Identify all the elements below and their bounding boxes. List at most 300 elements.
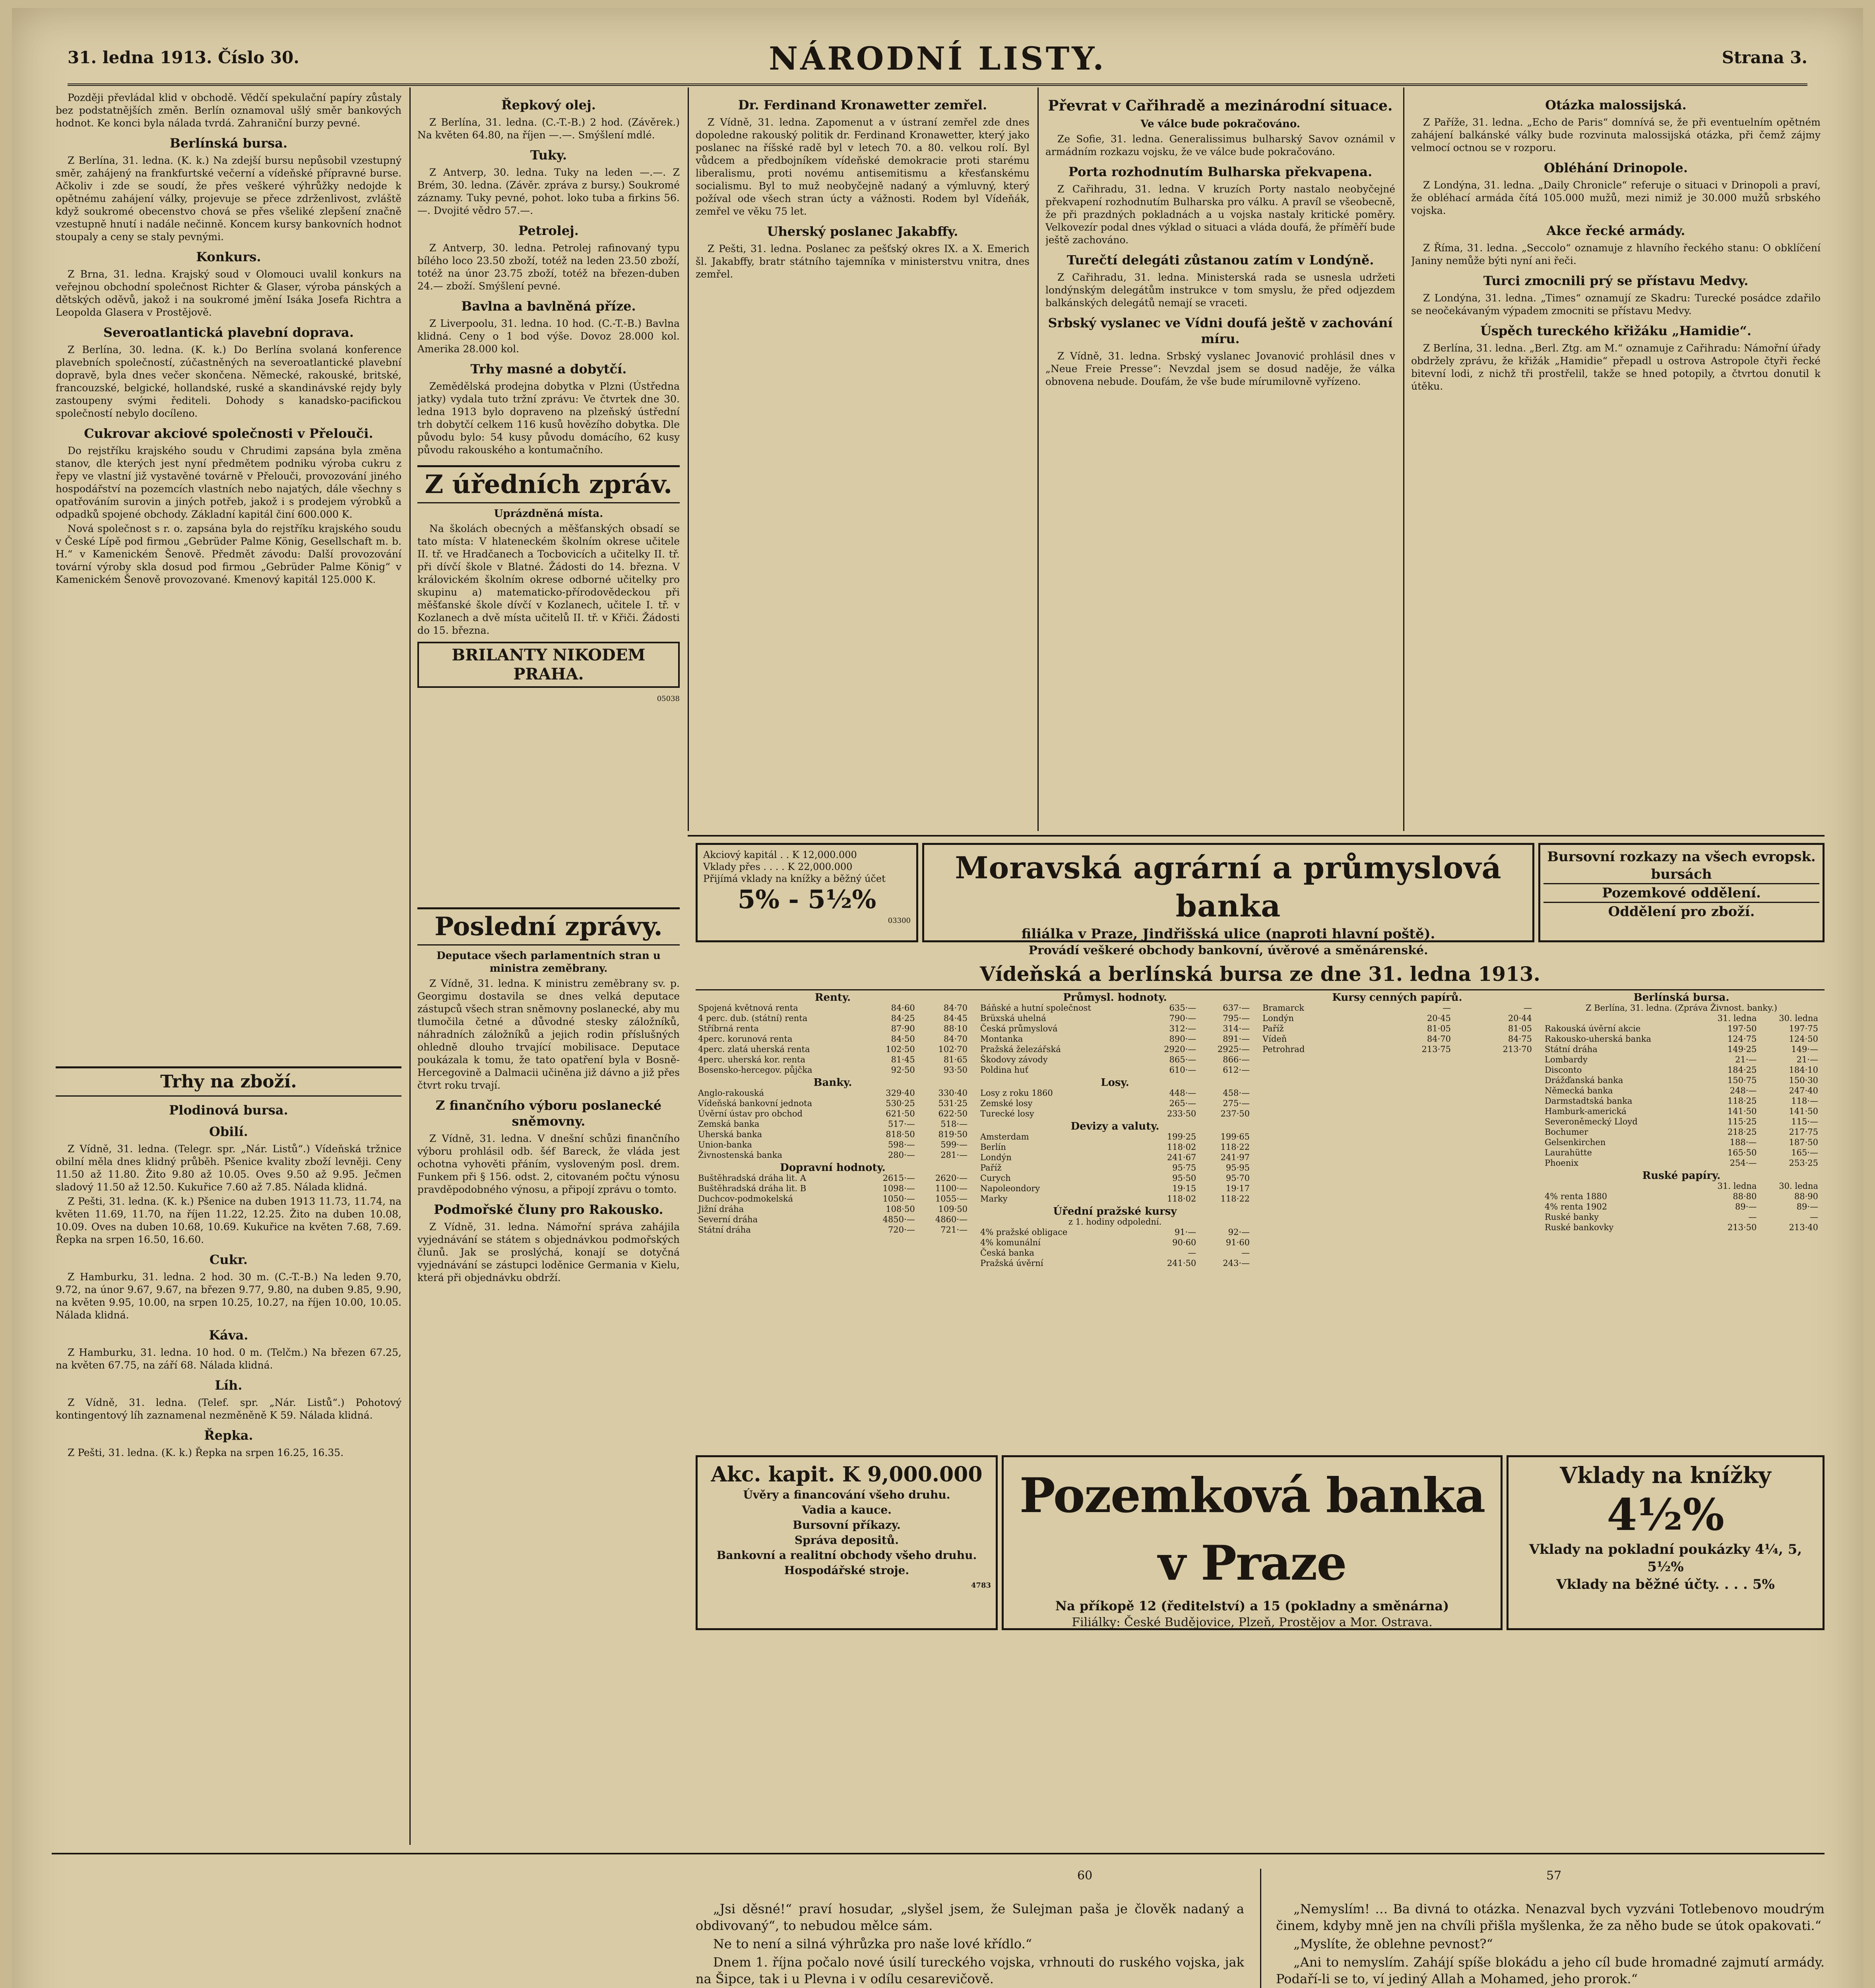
row-label: Paříž bbox=[1262, 1024, 1284, 1033]
table-row bbox=[978, 1013, 1252, 1023]
novel-paragraph: „Nemyslím! … Ba divná to otázka. Nenazval bych vyzváni Totlebenovo moudrým činem, kdyby mně jen na chvíli přišla myšlenka, že za něho bude se útok opakovati.“ bbox=[1276, 1901, 1825, 1933]
row-value: 243·— bbox=[1223, 1258, 1250, 1268]
porta-text: Z Cařihradu, 31. ledna. V kruzích Porty nastalo neobyčejné překvapení rozhodnutím Bulharska pro válku. A pravíl se všeobecně, že při prazdných pokladnách a u vojska nastaly kritické poměry. Velkovezír podal dnes výklad o situaci a vláda doufá, že příměří bude ještě zachováno. bbox=[1045, 183, 1395, 246]
petrolej-heading: Petrolej. bbox=[518, 223, 579, 238]
row-value: 458·— bbox=[1223, 1088, 1250, 1098]
table-row bbox=[696, 1173, 970, 1183]
row-value: 213·50 bbox=[1727, 1223, 1757, 1232]
row-value: 84·25 bbox=[891, 1013, 915, 1023]
row-value: 599·— bbox=[940, 1140, 968, 1149]
row-label: Česká banka bbox=[980, 1248, 1034, 1258]
row-label: 4perc. uherská kor. renta bbox=[698, 1055, 805, 1064]
table-row bbox=[978, 1183, 1252, 1194]
row-label: Státní dráha bbox=[698, 1225, 751, 1235]
pozemkova-line-5: Bankovní a realitní obchody všeho druhu. Hospodářské stroje. bbox=[716, 1549, 977, 1577]
row-value: 95·75 bbox=[1172, 1163, 1196, 1173]
latest-news-heading: Poslední zprávy. bbox=[417, 907, 680, 945]
exchange-col-4 bbox=[1542, 990, 1821, 1233]
table-row bbox=[978, 1088, 1252, 1098]
row-value: — bbox=[1748, 1212, 1757, 1222]
renty-table bbox=[696, 990, 970, 1235]
table-row bbox=[696, 1183, 970, 1194]
latest-news-subheading: Deputace všech parlamentních stran u ministra zeměbrany. bbox=[436, 950, 661, 975]
row-label: Jižní dráha bbox=[698, 1204, 744, 1214]
cukrovar-heading: Cukrovar akciové společnosti v Přelouči. bbox=[84, 426, 373, 441]
row-value: 1098·— bbox=[882, 1184, 915, 1193]
konkurs-text: Z Brna, 31. ledna. Krajský soud v Olomouci uvalil konkurs na veřejnou obchodní společnost Richter & Glaser, výroba pánských a dětských oděvů, jakož i na soukromé jmění Isáka Josefa Richtra a Leopolda Glasera v Prostějově. bbox=[56, 268, 401, 318]
novel-rule bbox=[1260, 1869, 1261, 1988]
row-value: 102·50 bbox=[886, 1044, 915, 1054]
tuky-heading: Tuky. bbox=[530, 148, 567, 163]
pozemkova-bank-name: Pozemková banka v Praze bbox=[1019, 1468, 1485, 1591]
table-row bbox=[978, 1098, 1252, 1109]
brilanty-ad bbox=[417, 642, 680, 688]
nova-spolecnost-text: Nová společnost s r. o. zapsána byla do rejstříku krajského soudu v České Lípě pod firmou „Gebrüder Palme König, Gesellschaft m. b. H.“ v Kamenickém Šenově. Předmět závodu: Další provozování tovární výroby skla dosud pod firmou „Gebrüder Palme König“ v Kamenickém Šenově provozované. Kmenový kapitál 125.000 K. bbox=[56, 523, 401, 585]
row-value: — bbox=[1443, 1003, 1451, 1013]
row-value: 254·— bbox=[1730, 1158, 1757, 1168]
row-label: Zemská banka bbox=[698, 1119, 760, 1129]
row-label: Berlín bbox=[980, 1142, 1006, 1152]
row-value: 795·— bbox=[1223, 1013, 1250, 1023]
novel-page-right-number: 57 bbox=[1546, 1869, 1562, 1883]
table-row bbox=[1542, 1212, 1821, 1222]
table-row bbox=[1542, 1096, 1821, 1106]
novel-paragraph: „Ani to nemyslím. Zahájí spíše blokádu a jeho cíl bude hromadné zajmutí armády. Podaří-li se to, ví jediný Allah a Mohamed, jeho prorok.“ bbox=[1276, 1955, 1825, 1986]
row-value: 213·70 bbox=[1503, 1044, 1532, 1054]
row-value: 93·50 bbox=[943, 1065, 968, 1075]
row-value: 721·— bbox=[940, 1225, 968, 1235]
exchange-col-1 bbox=[696, 990, 970, 1235]
row-value: 241·67 bbox=[1167, 1153, 1196, 1162]
row-value: 865·— bbox=[1169, 1055, 1196, 1064]
newspaper-title: NÁRODNÍ LISTY. bbox=[769, 40, 1106, 77]
brilanty-ad-text: BRILANTY NIKODEM PRAHA. bbox=[452, 646, 646, 683]
intro-paragraph: Později převládal klid v obchodě. Vědčí spekulační papíry zůstaly bez podstatnějších změn. Berlín oznamoval ušlý směr bankových hodnot. Ke konci byla nálada tvrdá. Zahraniční burzy pevné. bbox=[56, 92, 401, 129]
bursovni-line-3: Oddělení pro zboží. bbox=[1543, 902, 1819, 920]
column-latest-news bbox=[417, 899, 680, 1845]
konkurs-heading: Konkurs. bbox=[196, 249, 261, 264]
recka-armada-heading: Akce řecké armády. bbox=[1546, 223, 1685, 238]
jakabffy-text: Z Pešti, 31. ledna. Poslanec za pešťský okres IX. a X. Emerich šl. Jakabffy, bratr státního tajemníka v ministerstvu vnitra, dnes zemřel. bbox=[696, 243, 1030, 280]
pozemkova-line-4: Správa depositů. bbox=[795, 1534, 899, 1547]
row-label: Uherská banka bbox=[698, 1130, 762, 1139]
column-rule bbox=[1403, 87, 1404, 831]
lih-heading: Líh. bbox=[215, 1378, 242, 1393]
lih-text: Z Vídně, 31. ledna. (Telef. spr. „Nár. Listů“.) Pohotový kontingentový líh zaznamenal nezměněně K 59. Nálada klidná. bbox=[56, 1397, 401, 1421]
table-row bbox=[978, 1163, 1252, 1173]
exchange-section bbox=[696, 950, 1825, 1435]
row-label: Ruské banky bbox=[1545, 1212, 1599, 1222]
ruske-header-row bbox=[1542, 1181, 1821, 1191]
table-row bbox=[696, 1140, 970, 1150]
prumysl-rows bbox=[978, 1003, 1252, 1075]
table-row bbox=[1542, 1191, 1821, 1202]
row-value: 81·05 bbox=[1508, 1024, 1532, 1033]
row-label: Bochumer bbox=[1545, 1127, 1588, 1137]
deposit-rate-ad bbox=[696, 843, 918, 942]
urad-kursy-subheading: z 1. hodiny odpolední. bbox=[1068, 1217, 1162, 1227]
row-label: Poldina huť bbox=[980, 1065, 1029, 1075]
ad-share-capital: Akciový kapitál . . K 12,000.000 bbox=[703, 849, 857, 860]
row-label: 4% renta 1902 bbox=[1545, 1202, 1607, 1211]
row-value: 531·25 bbox=[938, 1099, 968, 1108]
table-row bbox=[696, 1013, 970, 1023]
row-value: 108·50 bbox=[886, 1204, 915, 1214]
table-row bbox=[696, 1119, 970, 1129]
column-rule bbox=[1037, 87, 1039, 831]
row-label: Vídeňská bankovní jednota bbox=[698, 1099, 812, 1108]
row-label: Anglo-rakouská bbox=[698, 1088, 764, 1098]
table-row bbox=[978, 1109, 1252, 1119]
column-kronawetter bbox=[696, 91, 1030, 827]
row-label: Londýn bbox=[980, 1153, 1012, 1162]
table-row bbox=[978, 1054, 1252, 1065]
row-value: — bbox=[1810, 1212, 1818, 1222]
berlin-exchange-heading: Berlínská bursa. bbox=[1633, 992, 1730, 1004]
row-label: Severoněmecký Lloyd bbox=[1545, 1117, 1638, 1126]
turecti-delegati-heading: Turečtí delegáti zůstanou zatím v Londýně. bbox=[1066, 252, 1374, 268]
prevrat-heading: Převrat v Cařihradě a mezinárodní situace. bbox=[1048, 97, 1393, 114]
row-value: 91·— bbox=[1174, 1227, 1196, 1237]
berlin-exchange-subheading: Z Berlína, 31. ledna. (Zpráva Živnost. banky.) bbox=[1586, 1003, 1777, 1013]
section-rule bbox=[52, 1853, 1825, 1854]
row-value: 517·— bbox=[888, 1119, 915, 1129]
official-news-text: Na školách obecných a měšťanských obsadí se tato místa: V hlateneckém školním okrese učitele II. tř. ve Hradčanech a Tocbovicích a učitelky II. tř. při dívčí škole v Blatné. Žádosti do 14. března. V královickém školním okrese odborné učitelky pro skupinu a) matematicko-přírodovědeckou při měšťanské škole dívčí v Kozlanech, učitele I. tř. v Kozlanech a dvě místa učitelů II. tř. v Křiči. Žádosti do 15. března. bbox=[417, 523, 680, 636]
row-value: 312·— bbox=[1169, 1024, 1196, 1033]
row-value: 218·25 bbox=[1727, 1127, 1757, 1137]
bursovni-line-2: Pozemkové oddělení. bbox=[1543, 883, 1819, 902]
pozemkova-line-3: Bursovní příkazy. bbox=[793, 1518, 901, 1532]
row-label: Báňské a hutní společnost bbox=[980, 1003, 1091, 1013]
row-value: 102·70 bbox=[938, 1044, 968, 1054]
row-label: Živnostenská banka bbox=[698, 1150, 782, 1160]
row-value: 149·— bbox=[1791, 1044, 1818, 1054]
row-label: Turecké losy bbox=[980, 1109, 1034, 1118]
row-value: 2620·— bbox=[935, 1173, 968, 1183]
pozemkova-capital: Akc. kapit. K 9,000.000 bbox=[711, 1462, 983, 1487]
table-row bbox=[696, 1088, 970, 1098]
row-value: 247·40 bbox=[1789, 1086, 1818, 1095]
table-row bbox=[1542, 1202, 1821, 1212]
row-label: Disconto bbox=[1545, 1065, 1582, 1075]
row-value: 213·75 bbox=[1421, 1044, 1451, 1054]
novel-paragraph: Ne to není a silná výhrůzka pro naše lové křídlo.“ bbox=[713, 1936, 1032, 1951]
row-value: 1050·— bbox=[882, 1194, 915, 1204]
table-row bbox=[978, 1023, 1252, 1034]
ruske-rows bbox=[1542, 1191, 1821, 1233]
kronawetter-heading: Dr. Ferdinand Kronawetter zemřel. bbox=[738, 97, 987, 113]
row-label: Petrohrad bbox=[1262, 1044, 1305, 1054]
moravska-bank-services: Provádí veškeré obchody bankovní, úvěrové a směnárenské. bbox=[1028, 944, 1428, 957]
novel-paragraph: „Jsi děsné!“ praví hosudar, „slyšel jsem, že Sulejman paša je člověk nadaný a obdivovaný“, to nebudou mělce sám. bbox=[696, 1901, 1244, 1933]
row-value: 84·50 bbox=[891, 1034, 915, 1044]
moravska-bank-address: filiálka v Praze, Jindřišská ulice (naproti hlavní poště). bbox=[1021, 926, 1435, 942]
row-label: Buštěhradská dráha lit. B bbox=[698, 1184, 807, 1193]
row-label: Bramarck bbox=[1262, 1003, 1304, 1013]
table-row bbox=[1260, 1013, 1534, 1023]
ad-interest-rate: 5% - 5½% bbox=[737, 885, 876, 914]
row-label: Union-banka bbox=[698, 1140, 752, 1149]
column-markets bbox=[56, 1058, 401, 1845]
row-label: Ruské bankovky bbox=[1545, 1223, 1614, 1232]
row-label: Marky bbox=[980, 1194, 1008, 1204]
row-value: 819·50 bbox=[938, 1130, 968, 1139]
table-row bbox=[696, 1023, 970, 1034]
exchange-col-2 bbox=[978, 990, 1252, 1268]
table-row bbox=[978, 1194, 1252, 1204]
row-value: 95·50 bbox=[1172, 1173, 1196, 1183]
row-label: Bosensko-hercegov. půjčka bbox=[698, 1065, 812, 1075]
table-row bbox=[696, 1044, 970, 1054]
row-value: 91·60 bbox=[1225, 1238, 1250, 1247]
row-label: Duchcov-podmokelská bbox=[698, 1194, 793, 1204]
row-value: 2920·— bbox=[1164, 1044, 1196, 1054]
row-label: Státní dráha bbox=[1545, 1044, 1598, 1054]
bavlna-text: Z Liverpoolu, 31. ledna. 10 hod. (C.-T.-B.) Bavlna klidná. Ceny o 1 bod výše. Dovoz 28.000 kol. Amerika 28.000 kol. bbox=[417, 318, 680, 355]
page-number: Strana 3. bbox=[1722, 48, 1807, 67]
cukr-text: Z Hamburku, 31. ledna. 2 hod. 30 m. (C.-T.-B.) Na leden 9.70, 9.72, na únor 9.67, 9.67, na březen 9.77, 9.80, na duben 9.85, 9.90, na květen 9.95, 10.00, na srpen 10.25, 10.27, na říjen 10.00, 10.05. Nálada klidná. bbox=[56, 1271, 401, 1321]
pozemkova-ad-number: 4783 bbox=[971, 1581, 991, 1590]
row-value: 118·22 bbox=[1220, 1194, 1250, 1204]
row-label: Spojená květnová renta bbox=[698, 1003, 798, 1013]
row-label: Pražská železářská bbox=[980, 1044, 1061, 1054]
table-row bbox=[1542, 1065, 1821, 1075]
berlin-header-row bbox=[1542, 1013, 1821, 1023]
table-row bbox=[1542, 1137, 1821, 1147]
row-value: 92·— bbox=[1228, 1227, 1250, 1237]
row-value: 118·22 bbox=[1220, 1142, 1250, 1152]
bursovni-line-1: Bursovní rozkazy na všech evropsk. bursách bbox=[1547, 849, 1816, 882]
row-label: Montanka bbox=[980, 1034, 1023, 1044]
repkovy-olej-text: Z Berlína, 31. ledna. (C.-T.-B.) 2 hod. (Závěrek.) Na květen 64.80, na říjen —.—. Smýšlení mdlé. bbox=[417, 116, 680, 141]
row-value: 637·— bbox=[1223, 1003, 1250, 1013]
table-row bbox=[1542, 1054, 1821, 1065]
row-value: 187·50 bbox=[1789, 1138, 1818, 1147]
ad-accepts: Přijímá vklady na knížky a běžný účet bbox=[703, 873, 886, 884]
row-value: 241·97 bbox=[1220, 1153, 1250, 1162]
vklady-rate: 4½% bbox=[1607, 1489, 1724, 1540]
row-value: 233·50 bbox=[1167, 1109, 1196, 1118]
table-row bbox=[978, 1065, 1252, 1075]
row-value: 165·— bbox=[1791, 1148, 1818, 1157]
table-row bbox=[1542, 1116, 1821, 1127]
row-label: Losy z roku 1860 bbox=[980, 1088, 1053, 1098]
novel-paragraph: „Myslíte, že oblehne pevnost?“ bbox=[1293, 1936, 1493, 1951]
medvy-text: Z Londýna, 31. ledna. „Times“ oznamují ze Skadru: Turecké posádce zdařilo se neočekávaným výpadem zmocniti se přístavu Medvy. bbox=[1411, 292, 1821, 316]
table-row bbox=[1260, 1034, 1534, 1044]
row-value: 184·10 bbox=[1789, 1065, 1818, 1075]
row-value: 890·— bbox=[1169, 1034, 1196, 1044]
table-row bbox=[978, 1258, 1252, 1268]
row-value: 118·— bbox=[1791, 1096, 1818, 1106]
berlin-table bbox=[1542, 990, 1821, 1233]
pozemkova-line-2: Vadia a kauce. bbox=[802, 1503, 892, 1516]
masne-trhy-heading: Trhy masné a dobytčí. bbox=[470, 361, 627, 377]
srbsky-vyslanec-text: Z Vídně, 31. ledna. Srbský vyslanec Jovanović prohlásil dnes v „Neue Freie Presse“: Nevzdal jsem se dosud naděje, že válka obnovena nebude. Doufám, že vše bude mírumilovně vyřízeno. bbox=[1045, 350, 1395, 387]
table-row bbox=[978, 1003, 1252, 1013]
row-label: Hamburk-americká bbox=[1545, 1107, 1627, 1116]
row-value: 622·50 bbox=[938, 1109, 968, 1118]
row-value: 84·70 bbox=[943, 1003, 968, 1013]
row-value: 448·— bbox=[1169, 1088, 1196, 1098]
kronawetter-text: Z Vídně, 31. ledna. Zapomenut a v ústraní zemřel zde dnes dopoledne rakouský politik dr. Ferdinand Kronawetter, který jako poslanec na říšské radě byl v letech 70. a 80. velkou rolí. Byl vůdcem a předbojníkem vídeňské demokracie proti starému liberalismu, proti novému antisemitismu a křesťanskému socialismu. Byl to muž neobyčejně nadaný a výmluvný, který požíval ode všech stran úcty a vážnosti. Rodem byl Vídeňák, zemřel ve věku 75 let. bbox=[696, 116, 1030, 217]
row-value: 199·25 bbox=[1167, 1132, 1196, 1142]
devizy-rows bbox=[978, 1132, 1252, 1204]
pozemkova-bank-ad bbox=[1002, 1455, 1503, 1630]
column-commodities bbox=[417, 91, 680, 827]
row-value: 115·— bbox=[1791, 1117, 1818, 1126]
hamidie-text: Z Berlína, 31. ledna. „Berl. Ztg. am M.“ oznamuje z Cařihradu: Námořní úřady obdržely zprávu, že křižák „Hamidie“ přepadl u ostrova Astropole čtyři řecké bitevní lodi, z nichž tři prostřelil, takže se hned potopily, a čtvrtou donutil k útěku. bbox=[1411, 342, 1821, 392]
row-value: 118·25 bbox=[1727, 1096, 1757, 1106]
table-row bbox=[696, 1034, 970, 1044]
row-value: 89·— bbox=[1796, 1202, 1818, 1211]
row-value: — bbox=[1524, 1003, 1532, 1013]
row-value: 518·— bbox=[940, 1119, 968, 1129]
table-row bbox=[978, 1044, 1252, 1054]
row-value: 818·50 bbox=[886, 1130, 915, 1139]
table-row bbox=[1260, 1044, 1534, 1054]
table-row bbox=[978, 1152, 1252, 1163]
table-row bbox=[978, 1248, 1252, 1258]
exchange-heading: Vídeňská a berlínská bursa ze dne 31. ledna 1913. bbox=[696, 959, 1825, 990]
row-value: 90·60 bbox=[1172, 1238, 1196, 1247]
table-row bbox=[1542, 1222, 1821, 1233]
dopravni-rows bbox=[696, 1173, 970, 1235]
row-label: Gelsenkirchen bbox=[1545, 1138, 1606, 1147]
section-rule bbox=[688, 835, 1825, 837]
table-row bbox=[1542, 1044, 1821, 1054]
table-row bbox=[978, 1173, 1252, 1183]
table-row bbox=[696, 1204, 970, 1214]
masne-trhy-text: Zemědělská prodejna dobytka v Plzni (Ústředna jatky) vydala tuto tržní zprávu: Ve čtvrtek dne 30. ledna 1913 bylo dopraveno na plzeňský ústřední trh dobytčí celkem 116 kusů hovězího dobytka. Dle původu bylo: 54 kusy původu domácího, 62 kusy původu rakouského a kontumačního. bbox=[417, 381, 680, 456]
porta-heading: Porta rozhodnutím Bulharska překvapena. bbox=[1068, 164, 1373, 179]
srbsky-vyslanec-heading: Srbský vyslanec ve Vídni doufá ještě v zachování míru. bbox=[1048, 315, 1393, 346]
row-value: 81·65 bbox=[943, 1055, 968, 1064]
obili-heading: Obilí. bbox=[209, 1124, 248, 1139]
finance-committee-heading: Z finančního výboru poslanecké sněmovny. bbox=[435, 1098, 662, 1129]
prumysl-table bbox=[978, 990, 1252, 1268]
berlin-rows bbox=[1542, 1023, 1821, 1168]
moravska-bank-name: Moravská agrární a průmyslová banka bbox=[955, 850, 1502, 924]
dopravni-heading: Dopravní hodnoty. bbox=[780, 1162, 886, 1174]
table-row bbox=[696, 1109, 970, 1119]
row-value: 280·— bbox=[888, 1150, 915, 1160]
table-row bbox=[696, 1054, 970, 1065]
column-header bbox=[1542, 1013, 1698, 1023]
table-row bbox=[1260, 1003, 1534, 1013]
table-row bbox=[1542, 1158, 1821, 1168]
vklady-bezne-ucty: Vklady na běžné účty. . . . 5% bbox=[1556, 1576, 1775, 1592]
row-label: Rakousko-uherská banka bbox=[1545, 1034, 1651, 1044]
repkovy-olej-heading: Řepkový olej. bbox=[501, 97, 596, 113]
row-label: Stříbrná renta bbox=[698, 1024, 759, 1033]
submarines-heading: Podmořské čluny pro Rakousko. bbox=[434, 1202, 663, 1217]
table-row bbox=[1542, 1034, 1821, 1044]
row-value: 720·— bbox=[888, 1225, 915, 1235]
table-row bbox=[978, 1237, 1252, 1248]
drinopole-text: Z Londýna, 31. ledna. „Daily Chronicle“ referuje o situaci v Drinopoli a praví, že obléhací armáda čítá 105.000 mužů, mezi nimiž je 30.000 mužů srbského vojska. bbox=[1411, 179, 1821, 216]
table-row bbox=[1542, 1127, 1821, 1137]
latest-news-text: Z Vídně, 31. ledna. K ministru zeměbrany sv. p. Georgimu dostavila se dnes velká deputace zástupců všech stran sněmovny poslanecké, aby mu tlumočila četné a důvodné stesky záložníků, náhradních záložníků a jejich rodin příslušných ohledně dlouho trvající mobilisace. Deputace poukázala k tomu, že tato opatření byla v Bosně-Hercegovině a Dalmacii učiněna již dávno a již přes čtvrt roku trvají. bbox=[417, 978, 680, 1091]
row-value: 4860·— bbox=[935, 1215, 968, 1224]
row-label: Curych bbox=[980, 1173, 1011, 1183]
row-label: 4% renta 1880 bbox=[1545, 1192, 1607, 1201]
markets-heading: Trhy na zboží. bbox=[56, 1066, 401, 1097]
urad-kursy-rows bbox=[978, 1227, 1252, 1268]
row-value: 1055·— bbox=[935, 1194, 968, 1204]
berlin-bourse-heading: Berlínská bursa. bbox=[169, 136, 288, 151]
row-label: Londýn bbox=[1262, 1013, 1294, 1023]
row-value: — bbox=[1241, 1248, 1250, 1258]
berlin-bourse-text: Z Berlína, 31. ledna. (K. k.) Na zdejší bursu nepůsobil vzestupný směr, zahájený na frankfurtské večerní a vídeňské přípravné burse. Ačkoliv i zde se soudí, že přes veškeré výhrůžky nedojde k opětnému zahájení války, projevuje se přece zdrženlivost, zvláště když soukromé obecenstvo chová se přes všeliké zlepšení značně vzestupně hnutí i nadále nečinně. Koncem kursy bankovních hodnot stoupaly a ceny se staly pevnými. bbox=[56, 155, 401, 243]
table-row bbox=[1542, 1023, 1821, 1034]
row-value: 124·50 bbox=[1789, 1034, 1818, 1044]
pozemkova-bank-address: Na příkopě 12 (ředitelství) a 15 (pokladny a směnárna) bbox=[1055, 1598, 1449, 1613]
column-balkan bbox=[1411, 91, 1821, 827]
column-header: 31. ledna bbox=[1717, 1181, 1757, 1191]
ad-deposits: Vklady přes . . . . K 22,000.000 bbox=[703, 861, 853, 872]
urad-kursy-heading: Úřední pražské kursy bbox=[1053, 1206, 1177, 1217]
column-rule bbox=[409, 87, 411, 899]
row-value: 610·— bbox=[1169, 1065, 1196, 1075]
row-label: Úvěrní ústav pro obchod bbox=[698, 1109, 803, 1118]
row-label: Německá banka bbox=[1545, 1086, 1613, 1095]
row-value: 149·25 bbox=[1727, 1044, 1757, 1054]
repka-heading: Řepka. bbox=[204, 1428, 253, 1443]
kursy-label: Kursy cenných papírů. bbox=[1332, 992, 1462, 1004]
row-label: Česká průmyslová bbox=[980, 1024, 1058, 1033]
repka-text: Z Pešti, 31. ledna. (K. k.) Řepka na srpen 16.25, 16.35. bbox=[68, 1447, 344, 1458]
row-value: 165·50 bbox=[1727, 1148, 1757, 1157]
row-value: 1100·— bbox=[935, 1184, 968, 1193]
turecti-delegati-text: Z Cařihradu, 31. ledna. Ministerská rada se usnesla udržeti londýnským delegátům instrukce v tom smyslu, že před odjezdem balkánských delegátů nemají se vraceti. bbox=[1045, 272, 1395, 309]
ruske-heading: Ruské papíry. bbox=[1642, 1170, 1721, 1182]
exchange-col-3 bbox=[1260, 990, 1534, 1054]
row-label: Amsterdam bbox=[980, 1132, 1029, 1142]
row-value: 330·40 bbox=[938, 1088, 968, 1098]
bursovni-ad bbox=[1538, 843, 1825, 942]
row-value: 92·50 bbox=[891, 1065, 915, 1075]
vklady-poukazky: Vklady na pokladní poukázky 4¼, 5, 5½% bbox=[1529, 1541, 1802, 1575]
kursy-table bbox=[1260, 990, 1534, 1054]
row-value: 95·70 bbox=[1225, 1173, 1250, 1183]
row-value: 150·75 bbox=[1727, 1076, 1757, 1085]
malossijska-heading: Otázka malossijská. bbox=[1545, 97, 1687, 113]
prumysl-heading: Průmysl. hodnoty. bbox=[1063, 992, 1167, 1004]
kava-heading: Káva. bbox=[209, 1328, 248, 1343]
row-value: 118·02 bbox=[1167, 1194, 1196, 1204]
row-label: 4 perc. dub. (státní) renta bbox=[698, 1013, 808, 1023]
row-value: 84·60 bbox=[891, 1003, 915, 1013]
kursy-rows bbox=[1260, 1003, 1534, 1054]
cukrovar-text: Do rejstříku krajského soudu v Chrudimi zapsána byla změna stanov, dle kterých jest nyní předmětem podniku výroba cukru z řepy ve vlastní již vystavěné továrně v Přelouči, provozování jiného hospodářství na pozemcích vlastních nebo najatých, dále všechny s opatřováním surovin a jiných potřeb, jakož i s prodejem výrobků a odpadků spojené obchody. Základní kapitál činí 600.000 K. bbox=[56, 445, 401, 520]
row-label: 4perc. korunová renta bbox=[698, 1034, 793, 1044]
row-value: 188·— bbox=[1730, 1138, 1757, 1147]
row-value: 141·50 bbox=[1789, 1107, 1818, 1116]
row-value: 87·90 bbox=[891, 1024, 915, 1033]
banky-heading: Banky. bbox=[813, 1077, 852, 1089]
column-rule bbox=[688, 87, 689, 831]
table-row bbox=[696, 1003, 970, 1013]
column-constantinople bbox=[1045, 91, 1395, 827]
row-label: Pražská úvěrní bbox=[980, 1258, 1043, 1268]
brilanty-ad-number: 05038 bbox=[657, 695, 680, 703]
table-row bbox=[1542, 1106, 1821, 1116]
row-value: 84·45 bbox=[943, 1013, 968, 1023]
row-value: 88·10 bbox=[943, 1024, 968, 1033]
column-header: 31. ledna bbox=[1717, 1013, 1757, 1023]
moravska-bank-ad bbox=[922, 843, 1534, 957]
